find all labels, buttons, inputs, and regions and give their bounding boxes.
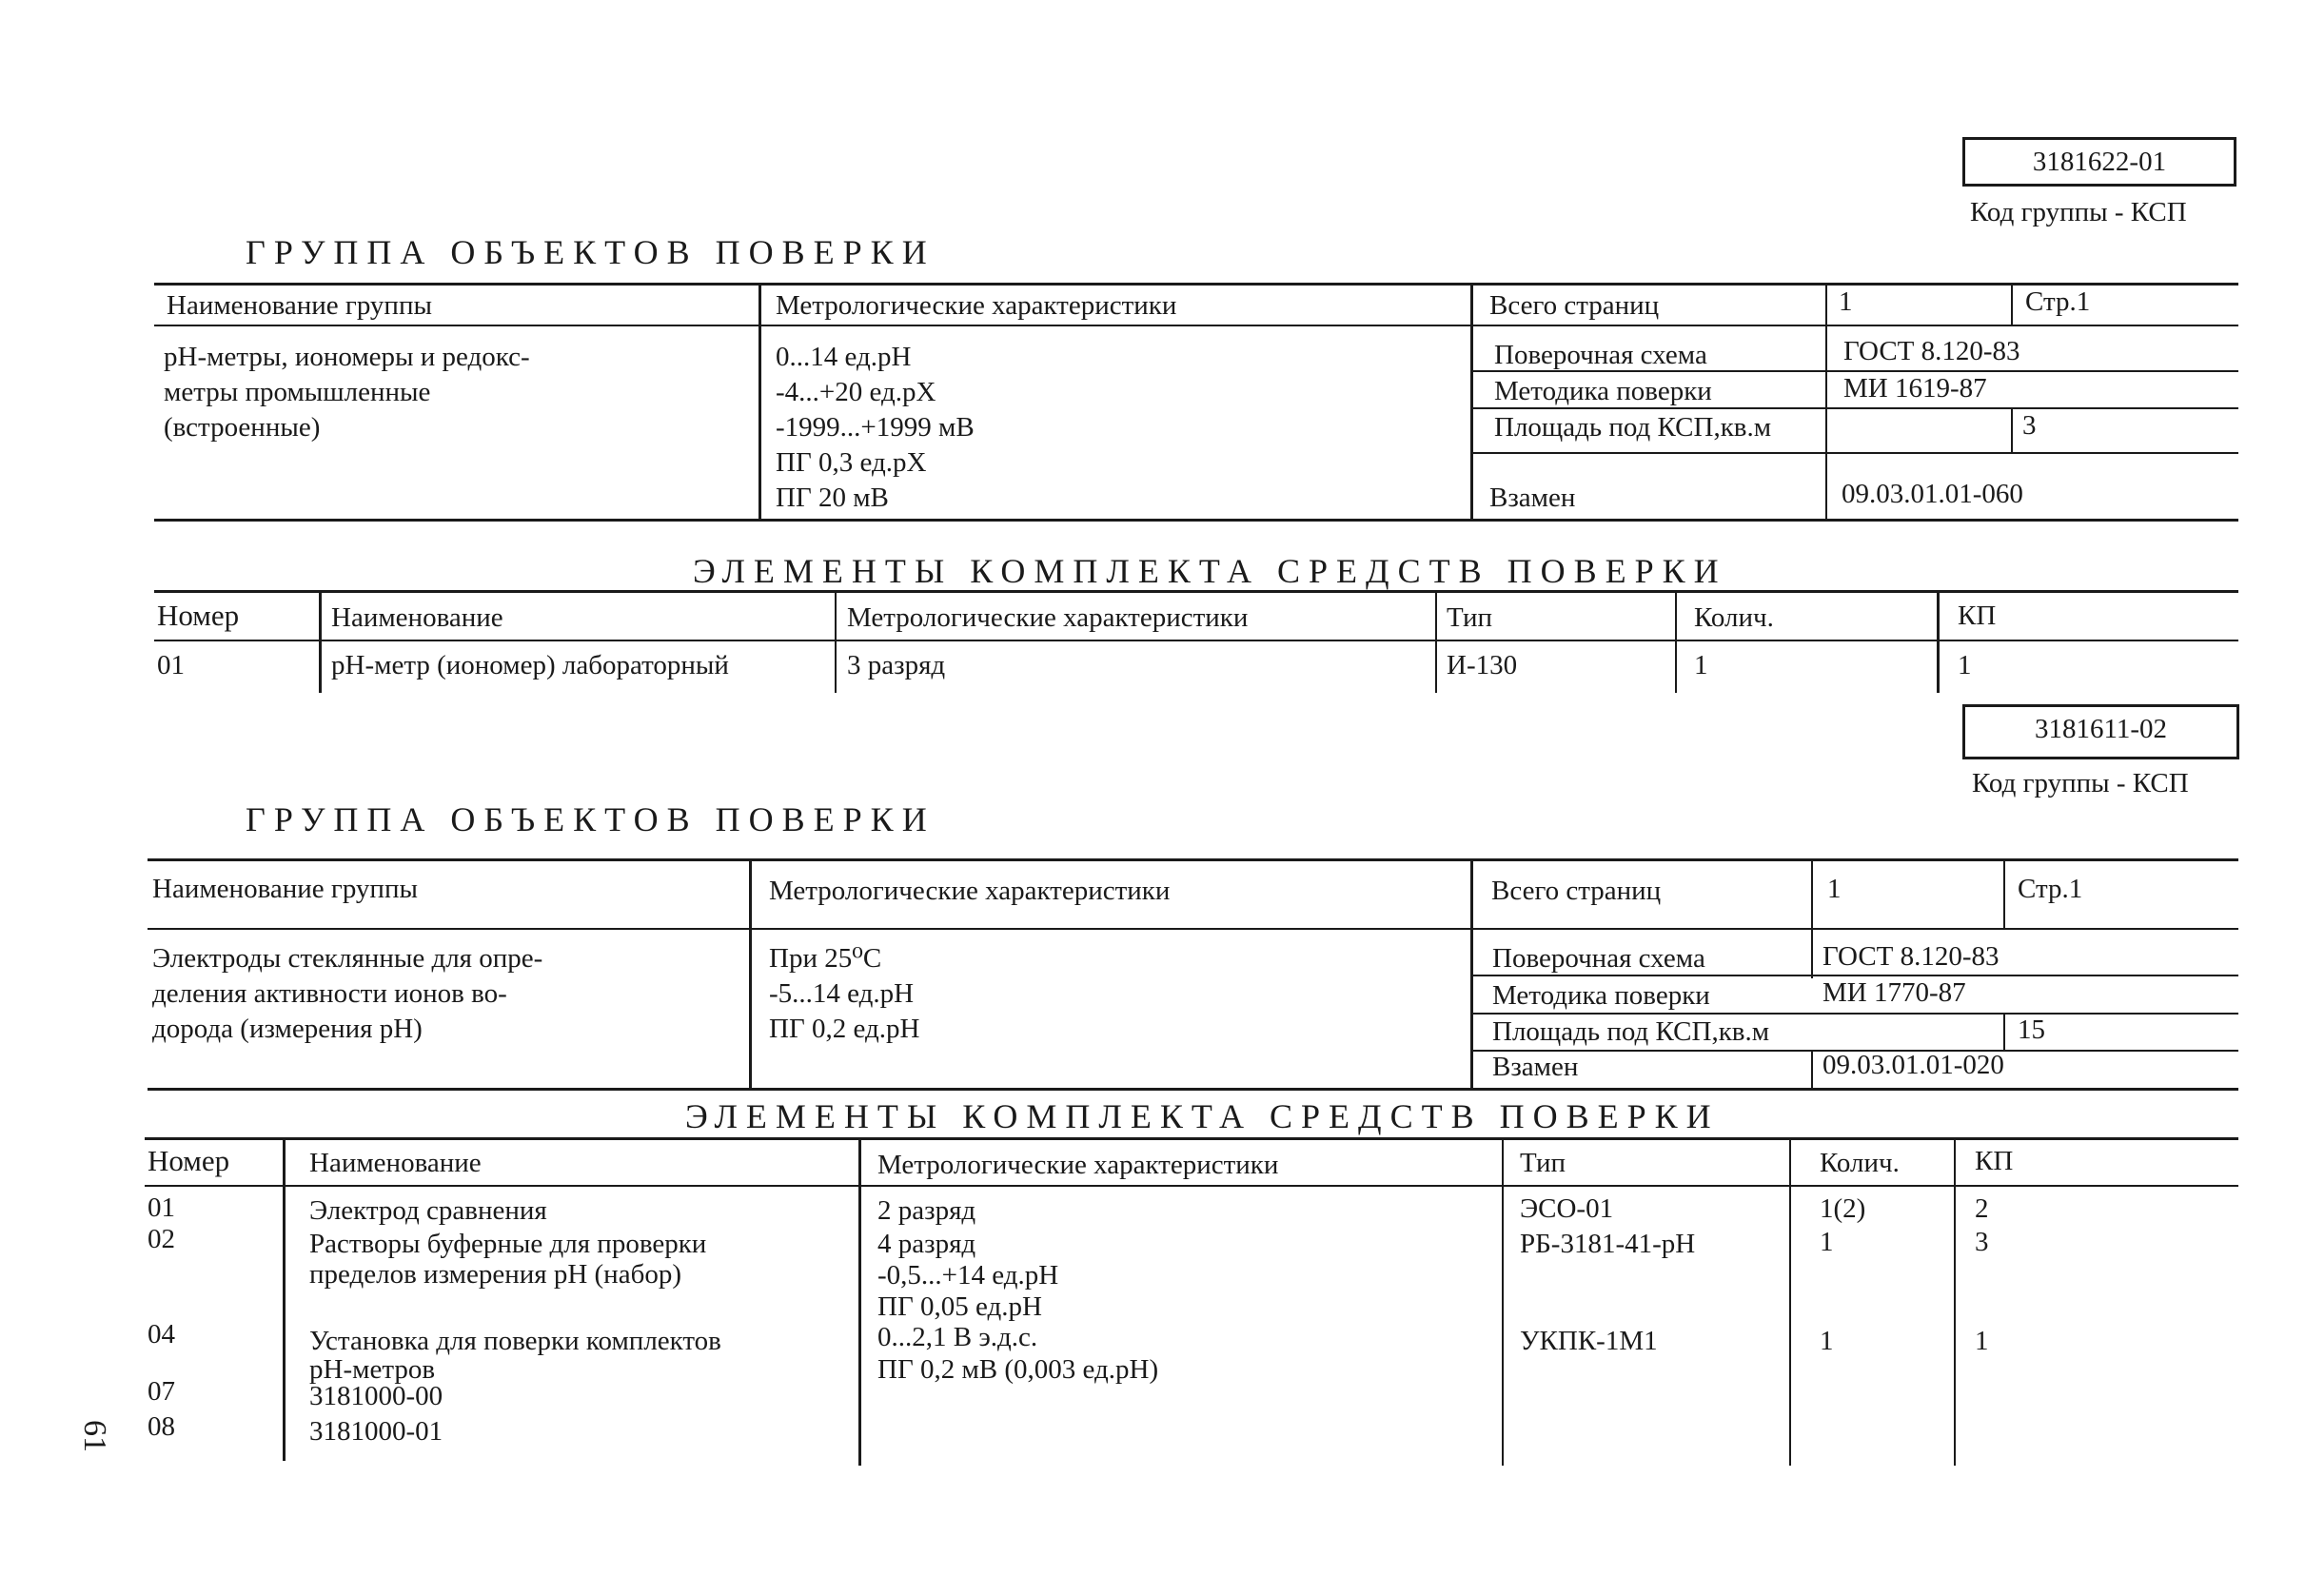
col-header-group-name: Наименование группы bbox=[167, 290, 432, 321]
replace-label: Взамен bbox=[1489, 483, 1576, 513]
area-value: 15 bbox=[2018, 1015, 2045, 1045]
table-rule bbox=[1811, 928, 1813, 978]
table-rule bbox=[1470, 1013, 2238, 1015]
row-name: pH-метров bbox=[309, 1354, 436, 1385]
row-metro: -0,5...+14 ед.pH bbox=[877, 1260, 1059, 1291]
row-metro: 2 разряд bbox=[877, 1195, 976, 1226]
replace-value: 09.03.01.01-020 bbox=[1822, 1050, 2004, 1080]
group-heading: ГРУППА ОБЪЕКТОВ ПОВЕРКИ bbox=[246, 800, 936, 838]
group-name-line: дорода (измерения pH) bbox=[152, 1014, 423, 1044]
row-number: 01 bbox=[148, 1192, 175, 1223]
row-name: пределов измерения pH (набор) bbox=[309, 1259, 681, 1290]
row-name: 3181000-01 bbox=[309, 1416, 443, 1447]
col-header-name: Наименование bbox=[331, 602, 503, 633]
row-name: Растворы буферные для проверки bbox=[309, 1229, 707, 1259]
total-pages-value: 1 bbox=[1839, 286, 1853, 317]
metro-line: ПГ 0,2 ед.pH bbox=[769, 1014, 920, 1044]
col-header-group-name: Наименование группы bbox=[152, 874, 418, 904]
table-rule bbox=[1675, 590, 1677, 693]
table-rule bbox=[1954, 1137, 1956, 1466]
table-rule bbox=[283, 1137, 286, 1461]
method-value: МИ 1619-87 bbox=[1843, 373, 1987, 404]
row-number: 01 bbox=[157, 650, 185, 680]
row-name: Электрод сравнения bbox=[309, 1195, 547, 1226]
row-name: 3181000-00 bbox=[309, 1381, 443, 1411]
metro-line: ПГ 0,3 ед.pX bbox=[776, 447, 927, 478]
col-header-metro: Метрологические характеристики bbox=[769, 876, 1171, 906]
row-name: Установка для поверки комплектов bbox=[309, 1326, 721, 1356]
method-value: МИ 1770-87 bbox=[1822, 977, 1966, 1008]
group-name-line: (встроенные) bbox=[164, 412, 321, 443]
group-name-line: метры промышленные bbox=[164, 377, 431, 407]
group-name-line: pH-метры, иономеры и редокс- bbox=[164, 342, 530, 372]
col-header-metro: Метрологические характеристики bbox=[877, 1150, 1279, 1180]
table-rule bbox=[1811, 858, 1813, 928]
metro-line: При 25⁰С bbox=[769, 943, 882, 974]
table-rule bbox=[1789, 1137, 1791, 1466]
col-header-type: Тип bbox=[1520, 1148, 1566, 1178]
row-qty: 1 bbox=[1694, 650, 1708, 680]
row-number: 07 bbox=[148, 1376, 175, 1407]
table-rule bbox=[1502, 1137, 1504, 1466]
page-number: 61 bbox=[77, 1420, 112, 1452]
col-header-number: Номер bbox=[157, 599, 240, 632]
row-name: pH-метр (иономер) лабораторный bbox=[331, 650, 729, 680]
table-rule bbox=[1937, 590, 1940, 693]
col-header-number: Номер bbox=[148, 1144, 230, 1177]
table-rule bbox=[749, 858, 752, 1088]
col-header-kp: КП bbox=[1958, 601, 1997, 631]
metro-line: -5...14 ед.pH bbox=[769, 978, 915, 1009]
scheme-value: ГОСТ 8.120-83 bbox=[1822, 941, 2000, 972]
scheme-label: Поверочная схема bbox=[1494, 340, 1707, 370]
replace-label: Взамен bbox=[1492, 1052, 1579, 1082]
group-code-label: Код группы - КСП bbox=[1972, 768, 2189, 798]
total-pages-value: 1 bbox=[1827, 874, 1842, 904]
elements-heading: ЭЛЕМЕНТЫ КОМПЛЕКТА СРЕДСТВ ПОВЕРКИ bbox=[693, 552, 1727, 590]
group-heading: ГРУППА ОБЪЕКТОВ ПОВЕРКИ bbox=[246, 233, 936, 271]
table-rule bbox=[154, 325, 2238, 326]
row-type: УКПК-1М1 bbox=[1520, 1326, 1658, 1356]
row-metro: 3 разряд bbox=[847, 650, 946, 680]
method-label: Методика поверки bbox=[1494, 376, 1712, 406]
table-rule bbox=[1470, 452, 2238, 454]
row-qty: 1(2) bbox=[1820, 1193, 1866, 1224]
row-metro: 4 разряд bbox=[877, 1229, 976, 1259]
table-rule bbox=[1470, 858, 1473, 1088]
col-header-metro: Метрологические характеристики bbox=[847, 602, 1249, 633]
row-type: И-130 bbox=[1447, 650, 1518, 680]
scheme-value: ГОСТ 8.120-83 bbox=[1843, 336, 2020, 366]
table-rule bbox=[2011, 283, 2013, 325]
table-rule bbox=[758, 283, 761, 519]
table-rule bbox=[2003, 1013, 2005, 1050]
metro-line: -4...+20 ед.pX bbox=[776, 377, 936, 407]
total-pages-label: Всего страниц bbox=[1491, 876, 1662, 906]
table-rule bbox=[148, 928, 2238, 930]
table-rule bbox=[2011, 407, 2013, 452]
table-rule bbox=[1470, 283, 1473, 519]
row-type: РБ-3181-41-pH bbox=[1520, 1229, 1696, 1259]
row-metro: 0...2,1 В э.д.с. bbox=[877, 1322, 1038, 1352]
table-rule bbox=[148, 858, 2238, 861]
group-name-line: Электроды стеклянные для опре- bbox=[152, 943, 543, 974]
row-number: 08 bbox=[148, 1411, 175, 1442]
table-rule bbox=[2003, 858, 2005, 928]
col-header-type: Тип bbox=[1447, 602, 1493, 633]
group-code-box bbox=[1962, 137, 2236, 187]
table-rule bbox=[319, 590, 322, 693]
row-qty: 1 bbox=[1820, 1326, 1834, 1356]
table-rule bbox=[835, 590, 837, 693]
row-kp: 1 bbox=[1975, 1326, 1989, 1356]
group-name-line: деления активности ионов во- bbox=[152, 978, 507, 1009]
row-qty: 1 bbox=[1820, 1227, 1834, 1257]
elements-heading: ЭЛЕМЕНТЫ КОМПЛЕКТА СРЕДСТВ ПОВЕРКИ bbox=[685, 1097, 1720, 1135]
replace-value: 09.03.01.01-060 bbox=[1842, 479, 2023, 509]
col-header-qty: Колич. bbox=[1820, 1148, 1900, 1178]
table-rule bbox=[858, 1137, 861, 1466]
scheme-label: Поверочная схема bbox=[1492, 943, 1705, 974]
table-rule bbox=[154, 590, 2238, 593]
table-rule bbox=[1825, 283, 1827, 519]
row-kp: 3 bbox=[1975, 1227, 1989, 1257]
area-label: Площадь под КСП,кв.м bbox=[1494, 412, 1772, 443]
col-header-metro: Метрологические характеристики bbox=[776, 290, 1177, 321]
group-code: 3181611-02 bbox=[2034, 714, 2168, 744]
area-value: 3 bbox=[2022, 410, 2037, 441]
group-code-label: Код группы - КСП bbox=[1970, 197, 2187, 227]
col-header-kp: КП bbox=[1975, 1146, 2014, 1176]
metro-line: ПГ 20 мВ bbox=[776, 483, 889, 513]
group-code-box bbox=[1962, 704, 2239, 759]
row-kp: 2 bbox=[1975, 1193, 1989, 1224]
table-rule bbox=[1470, 407, 2238, 409]
table-rule bbox=[154, 640, 2238, 641]
table-rule bbox=[154, 519, 2238, 522]
table-rule bbox=[1435, 590, 1437, 693]
col-header-name: Наименование bbox=[309, 1148, 482, 1178]
table-rule bbox=[145, 1185, 2238, 1187]
group-code: 3181622-01 bbox=[2032, 147, 2167, 177]
table-rule bbox=[1811, 1050, 1813, 1088]
row-kp: 1 bbox=[1958, 650, 1972, 680]
total-pages-label: Всего страниц bbox=[1489, 290, 1660, 321]
table-rule bbox=[148, 1088, 2238, 1091]
row-type: ЭСО-01 bbox=[1520, 1193, 1614, 1224]
row-number: 02 bbox=[148, 1224, 175, 1254]
col-header-qty: Колич. bbox=[1694, 602, 1774, 633]
table-rule bbox=[154, 283, 2238, 286]
metro-line: 0...14 ед.pH bbox=[776, 342, 912, 372]
method-label: Методика поверки bbox=[1492, 980, 1710, 1011]
table-rule bbox=[145, 1137, 2238, 1140]
row-metro: ПГ 0,05 ед.pH bbox=[877, 1291, 1042, 1322]
row-number: 04 bbox=[148, 1319, 175, 1350]
page-label: Стр.1 bbox=[2018, 874, 2083, 904]
area-label: Площадь под КСП,кв.м bbox=[1492, 1016, 1770, 1047]
row-metro: ПГ 0,2 мВ (0,003 ед.pH) bbox=[877, 1354, 1159, 1385]
page-label: Стр.1 bbox=[2025, 286, 2091, 317]
metro-line: -1999...+1999 мВ bbox=[776, 412, 975, 443]
